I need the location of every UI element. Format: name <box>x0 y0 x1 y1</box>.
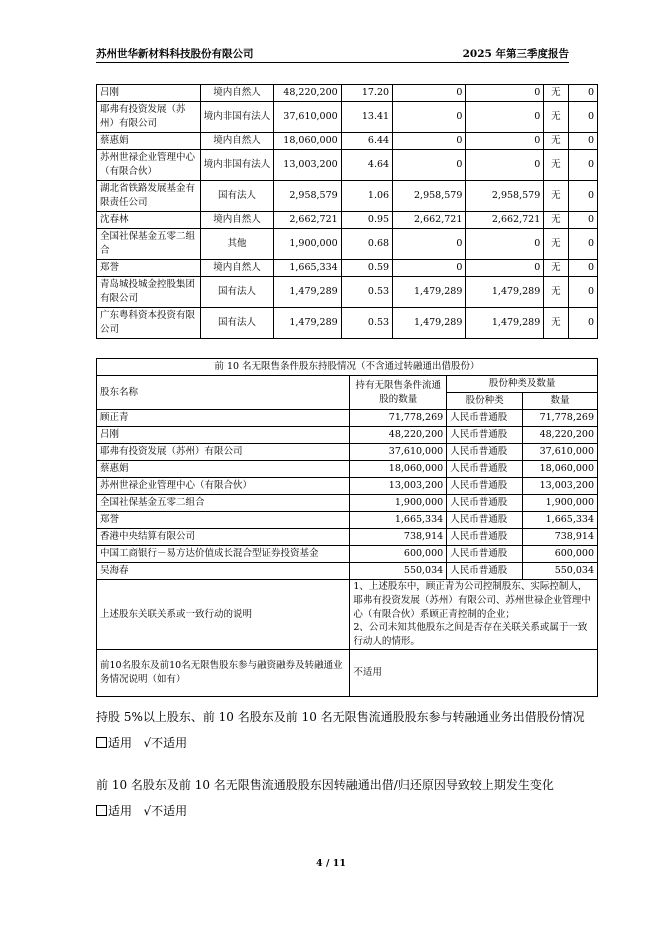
holder-pct: 13.41 <box>341 102 392 133</box>
unrestricted-qty: 550,034 <box>350 563 447 580</box>
page-header <box>96 46 569 60</box>
unrestricted-holder-name: 郑誉 <box>97 512 350 529</box>
unrestricted-table-title: 前 10 名无限售条件股东持股情况（不含通过转融通出借股份） <box>97 359 598 376</box>
section1-text: 持股 5%以上股东、前 10 名股东及前 10 名无限售流通股股东参与转融通业务出借股份情况 <box>96 710 585 724</box>
unrestricted-share-type: 人民币普通股 <box>447 461 523 478</box>
table-row <box>97 277 598 308</box>
holder-nature: 境内自然人 <box>200 133 274 150</box>
holder-name: 耶弗有投资发展（苏州）有限公司 <box>97 102 201 133</box>
relation-text-1: 1、上述股东中，顾正青为公司控制股东、实际控制人，耶弗有投资发展（苏州）有限公司、苏州世禄企业管理中心（有限合伙）系顾正青控制的企业； <box>353 581 591 620</box>
relation-row <box>97 580 598 650</box>
holder-name: 吕刚 <box>97 85 201 102</box>
holder-pct: 0.95 <box>341 212 392 229</box>
holder-shares: 13,003,200 <box>274 150 341 181</box>
unrestricted-share-count: 71,778,269 <box>523 410 598 427</box>
unrestricted-qty: 18,060,000 <box>350 461 447 478</box>
unrestricted-qty: 48,220,200 <box>350 427 447 444</box>
unrestricted-share-type: 人民币普通股 <box>447 546 523 563</box>
relation-label: 上述股东关联关系或一致行动的说明 <box>97 580 350 650</box>
table-row <box>97 478 598 495</box>
table-row <box>97 102 598 133</box>
unrestricted-share-count: 48,220,200 <box>523 427 598 444</box>
unrestricted-share-type: 人民币普通股 <box>447 410 523 427</box>
unrestricted-qty: 738,914 <box>350 529 447 546</box>
table-row <box>97 495 598 512</box>
holder-pledge: 无 <box>544 277 568 308</box>
holder-shares: 18,060,000 <box>274 133 341 150</box>
unrestricted-share-count: 600,000 <box>523 546 598 563</box>
table-row <box>97 546 598 563</box>
table-row <box>97 85 598 102</box>
holder-restricted: 2,958,579 <box>393 181 466 212</box>
relation-text <box>350 580 598 650</box>
unrestricted-holder-name: 苏州世禄企业管理中心（有限合伙） <box>97 478 350 495</box>
section1-options <box>96 734 187 751</box>
holder-restricted: 0 <box>393 229 466 260</box>
unrestricted-qty: 1,900,000 <box>350 495 447 512</box>
holder-shares: 2,958,579 <box>274 181 341 212</box>
unrestricted-share-count: 37,610,000 <box>523 444 598 461</box>
holder-name: 湖北省铁路发展基金有限责任公司 <box>97 181 201 212</box>
unrestricted-share-count: 18,060,000 <box>523 461 598 478</box>
holder-shares: 1,479,289 <box>274 308 341 339</box>
unrestricted-holder-name: 顾正青 <box>97 410 350 427</box>
section2-options <box>96 802 187 819</box>
table-row <box>97 150 598 181</box>
table-row <box>97 444 598 461</box>
holder-pledge: 无 <box>544 308 568 339</box>
unrestricted-holder-name: 耶弗有投资发展（苏州）有限公司 <box>97 444 350 461</box>
holder-restricted: 0 <box>393 102 466 133</box>
holder-restricted-lent: 2,662,721 <box>466 212 544 229</box>
holder-pledge-qty: 0 <box>568 212 597 229</box>
holder-nature: 国有法人 <box>200 277 274 308</box>
holder-pledge-qty: 0 <box>568 260 597 277</box>
unrestricted-holder-name: 蔡惠娟 <box>97 461 350 478</box>
table-row <box>97 308 598 339</box>
holder-pledge-qty: 0 <box>568 308 597 339</box>
col-header-share-count: 数量 <box>523 393 598 410</box>
unrestricted-share-type: 人民币普通股 <box>447 478 523 495</box>
holder-pledge-qty: 0 <box>568 277 597 308</box>
holder-shares: 2,662,721 <box>274 212 341 229</box>
holder-restricted: 0 <box>393 85 466 102</box>
unrestricted-qty: 37,610,000 <box>350 444 447 461</box>
holder-pct: 0.59 <box>341 260 392 277</box>
unrestricted-holders-table <box>96 358 598 697</box>
holder-nature: 国有法人 <box>200 181 274 212</box>
holder-name: 青岛城投城金控股集团有限公司 <box>97 277 201 308</box>
unrestricted-share-count: 13,003,200 <box>523 478 598 495</box>
holder-restricted-lent: 1,479,289 <box>466 308 544 339</box>
holder-pct: 17.20 <box>341 85 392 102</box>
holder-name: 广东粤科资本投资有限公司 <box>97 308 201 339</box>
holder-pct: 0.53 <box>341 308 392 339</box>
table-row <box>97 229 598 260</box>
holder-name: 沈春林 <box>97 212 201 229</box>
checkbox-empty-icon <box>96 805 107 816</box>
holder-nature: 境内自然人 <box>200 260 274 277</box>
unrestricted-qty: 71,778,269 <box>350 410 447 427</box>
holder-pledge: 无 <box>544 212 568 229</box>
unrestricted-holder-name: 吴海春 <box>97 563 350 580</box>
table-row <box>97 461 598 478</box>
unrestricted-share-count: 550,034 <box>523 563 598 580</box>
holder-restricted: 0 <box>393 150 466 181</box>
holder-pledge: 无 <box>544 85 568 102</box>
relation-text-2: 2、公司未知其他股东之间是否存在关联关系或属于一致行动人的情形。 <box>353 622 588 648</box>
section2-not-applicable: 不适用 <box>151 804 188 818</box>
unrestricted-share-type: 人民币普通股 <box>447 495 523 512</box>
section1-applicable: 适用 <box>108 736 133 750</box>
holder-restricted: 1,479,289 <box>393 277 466 308</box>
holder-pledge: 无 <box>544 133 568 150</box>
report-title: 2025 年第三季度报告 <box>462 48 569 60</box>
holder-name: 苏州世禄企业管理中心（有限合伙） <box>97 150 201 181</box>
unrestricted-holder-name: 香港中央结算有限公司 <box>97 529 350 546</box>
holder-restricted: 0 <box>393 133 466 150</box>
unrestricted-holder-name: 全国社保基金五零二组合 <box>97 495 350 512</box>
holder-pledge-qty: 0 <box>568 150 597 181</box>
page-number: 4 / 11 <box>316 858 346 869</box>
holder-pledge: 无 <box>544 102 568 133</box>
section2-text: 前 10 名股东及前 10 名无限售流通股股东因转融通出借/归还原因导致较上期发生变化 <box>96 778 554 792</box>
holder-restricted-lent: 0 <box>466 133 544 150</box>
table-row <box>97 427 598 444</box>
col-header-unrestricted-qty: 持有无限售条件流通股的数量 <box>350 376 447 410</box>
holder-name: 郑誉 <box>97 260 201 277</box>
holder-pledge-qty: 0 <box>568 102 597 133</box>
section2-applicable: 适用 <box>108 804 133 818</box>
unrestricted-share-type: 人民币普通股 <box>447 529 523 546</box>
holder-restricted: 2,662,721 <box>393 212 466 229</box>
header-divider <box>96 62 569 63</box>
holder-restricted-lent: 2,958,579 <box>466 181 544 212</box>
holder-restricted: 1,479,289 <box>393 308 466 339</box>
unrestricted-share-type: 人民币普通股 <box>447 444 523 461</box>
holder-pct: 0.68 <box>341 229 392 260</box>
holder-restricted-lent: 0 <box>466 150 544 181</box>
unrestricted-share-count: 738,914 <box>523 529 598 546</box>
col-header-holder-name: 股东名称 <box>97 376 350 410</box>
holder-shares: 1,900,000 <box>274 229 341 260</box>
table-row <box>97 529 598 546</box>
holder-pct: 4.64 <box>341 150 392 181</box>
holder-restricted-lent: 0 <box>466 85 544 102</box>
unrestricted-share-type: 人民币普通股 <box>447 563 523 580</box>
holder-restricted-lent: 1,479,289 <box>466 277 544 308</box>
holder-nature: 境内自然人 <box>200 85 274 102</box>
table-row <box>97 512 598 529</box>
table-row <box>97 410 598 427</box>
holder-nature: 境内非国有法人 <box>200 102 274 133</box>
holder-shares: 1,665,334 <box>274 260 341 277</box>
unrestricted-share-count: 1,900,000 <box>523 495 598 512</box>
holder-restricted-lent: 0 <box>466 260 544 277</box>
table-row <box>97 181 598 212</box>
holder-pct: 1.06 <box>341 181 392 212</box>
holder-pct: 0.53 <box>341 277 392 308</box>
holder-nature: 国有法人 <box>200 308 274 339</box>
holder-pledge-qty: 0 <box>568 181 597 212</box>
unrestricted-qty: 600,000 <box>350 546 447 563</box>
table-row <box>97 563 598 580</box>
margin-trading-row <box>97 649 598 696</box>
company-name: 苏州世华新材料科技股份有限公司 <box>96 48 254 60</box>
unrestricted-qty: 1,665,334 <box>350 512 447 529</box>
holder-restricted-lent: 0 <box>466 229 544 260</box>
holder-pledge-qty: 0 <box>568 229 597 260</box>
holder-pledge-qty: 0 <box>568 133 597 150</box>
holder-restricted: 0 <box>393 260 466 277</box>
checkbox-empty-icon <box>96 737 107 748</box>
holder-shares: 48,220,200 <box>274 85 341 102</box>
section1-not-applicable: 不适用 <box>151 736 188 750</box>
unrestricted-qty: 13,003,200 <box>350 478 447 495</box>
holder-pledge: 无 <box>544 150 568 181</box>
margin-trading-text: 不适用 <box>350 649 598 696</box>
holder-name: 蔡惠娟 <box>97 133 201 150</box>
table-row <box>97 212 598 229</box>
holder-shares: 1,479,289 <box>274 277 341 308</box>
table-row <box>97 260 598 277</box>
margin-trading-label: 前10名股东及前10名无限售股东参与融资融券及转融通业务情况说明（如有） <box>97 649 350 696</box>
check-mark-icon: √ <box>143 736 152 750</box>
holder-nature: 其他 <box>200 229 274 260</box>
check-mark-icon: √ <box>143 804 152 818</box>
unrestricted-share-type: 人民币普通股 <box>447 512 523 529</box>
holder-pledge: 无 <box>544 181 568 212</box>
col-header-share-type: 股份种类 <box>447 393 523 410</box>
holder-pledge-qty: 0 <box>568 85 597 102</box>
top-holders-table <box>96 84 598 339</box>
table-row <box>97 133 598 150</box>
col-header-share-type-group: 股份种类及数量 <box>447 376 598 393</box>
unrestricted-holder-name: 中国工商银行－易方达价值成长混合型证券投资基金 <box>97 546 350 563</box>
holder-name: 全国社保基金五零二组合 <box>97 229 201 260</box>
unrestricted-share-type: 人民币普通股 <box>447 427 523 444</box>
holder-pct: 6.44 <box>341 133 392 150</box>
holder-pledge: 无 <box>544 260 568 277</box>
holder-restricted-lent: 0 <box>466 102 544 133</box>
holder-nature: 境内非国有法人 <box>200 150 274 181</box>
unrestricted-share-count: 1,665,334 <box>523 512 598 529</box>
unrestricted-holder-name: 吕刚 <box>97 427 350 444</box>
holder-pledge: 无 <box>544 229 568 260</box>
holder-shares: 37,610,000 <box>274 102 341 133</box>
holder-nature: 境内自然人 <box>200 212 274 229</box>
